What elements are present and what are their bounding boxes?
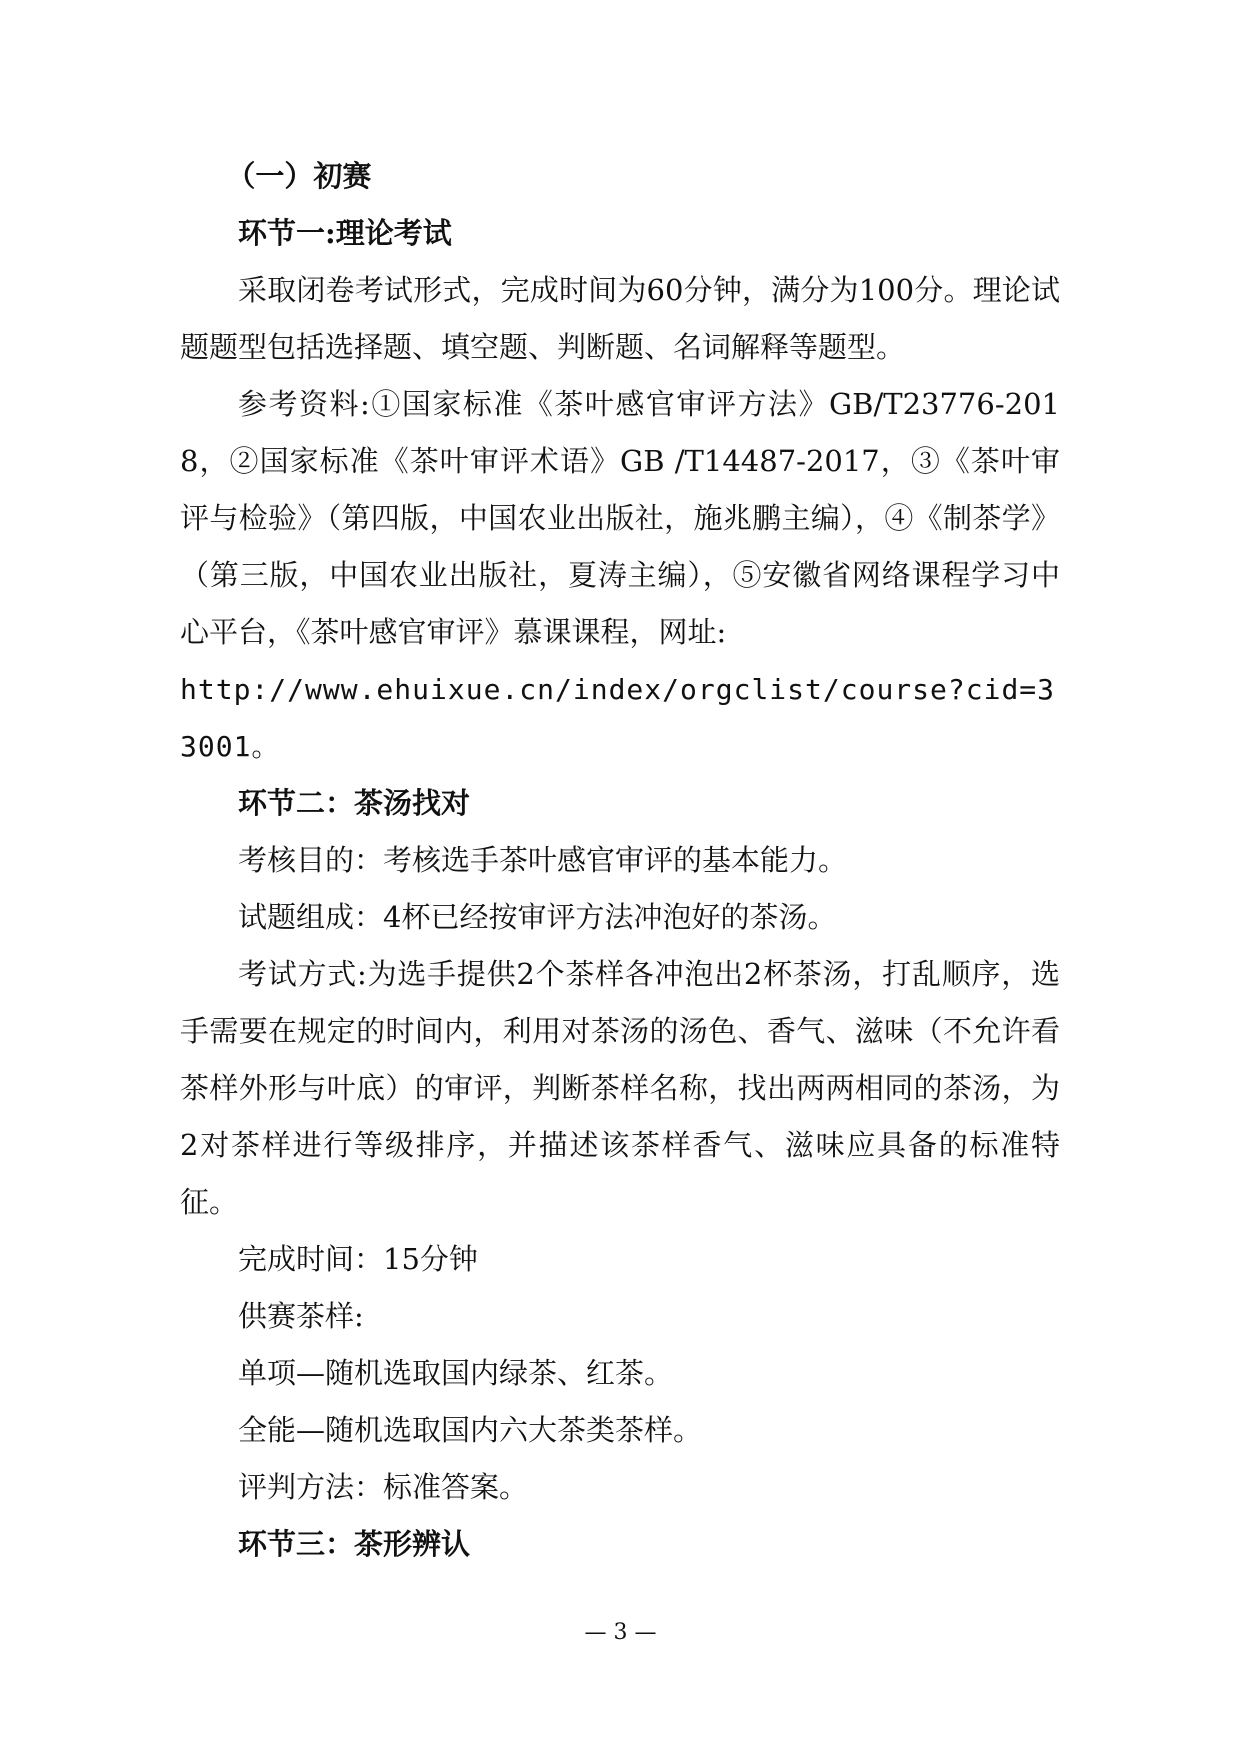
stage1-course-url: http://www.ehuixue.cn/index/orgclist/course?cid=33001。 [180,673,1056,763]
document-body [180,148,1060,1573]
page-number: — 3 — [584,1620,657,1645]
stage2-title: 环节二：茶汤找对 [238,786,471,820]
section-title: （一）初赛 [226,159,372,193]
stage1-references: 参考资料:①国家标准《茶叶感官审评方法》GB/T23776-2018，②国家标准《茶叶审评术语》GB /T14487-2017，③《茶叶审评与检验》（第四版，中国农业出版社，施兆鹏主编），④《制茶学》（第三版，中国农业出版社，夏涛主编），⑤安徽省网络课程学习中心平台，《茶叶感官审评》慕课课程，网址: [180,387,1060,649]
stage2-samples-label: 供赛茶样: [238,1299,364,1333]
stage2-time: 完成时间：15分钟 [238,1242,478,1276]
stage2-purpose: 考核目的：考核选手茶叶感官审评的基本能力。 [238,843,848,877]
stage2-composition: 试题组成：4杯已经按审评方法冲泡好的茶汤。 [238,900,837,934]
stage3-title: 环节三：茶形辨认 [238,1527,471,1561]
stage2-samples-single: 单项—随机选取国内绿茶、红茶。 [238,1356,674,1390]
stage2-judging: 评判方法：标准答案。 [238,1470,529,1504]
stage2-method: 考试方式:为选手提供2个茶样各冲泡出2杯茶汤，打乱顺序，选手需要在规定的时间内，利用对茶汤的汤色、香气、滋味（不允许看茶样外形与叶底）的审评，判断茶样名称，找出两两相同的茶汤，为2对茶样进行等级排序，并描述该茶样香气、滋味应具备的标准特征。 [180,957,1060,1219]
stage1-exam-format: 采取闭卷考试形式，完成时间为60分钟，满分为100分。理论试题题型包括选择题、填空题、判断题、名词解释等题型。 [180,273,1060,364]
stage2-samples-all: 全能—随机选取国内六大茶类茶样。 [238,1413,703,1447]
stage1-title: 环节一:理论考试 [238,216,452,250]
